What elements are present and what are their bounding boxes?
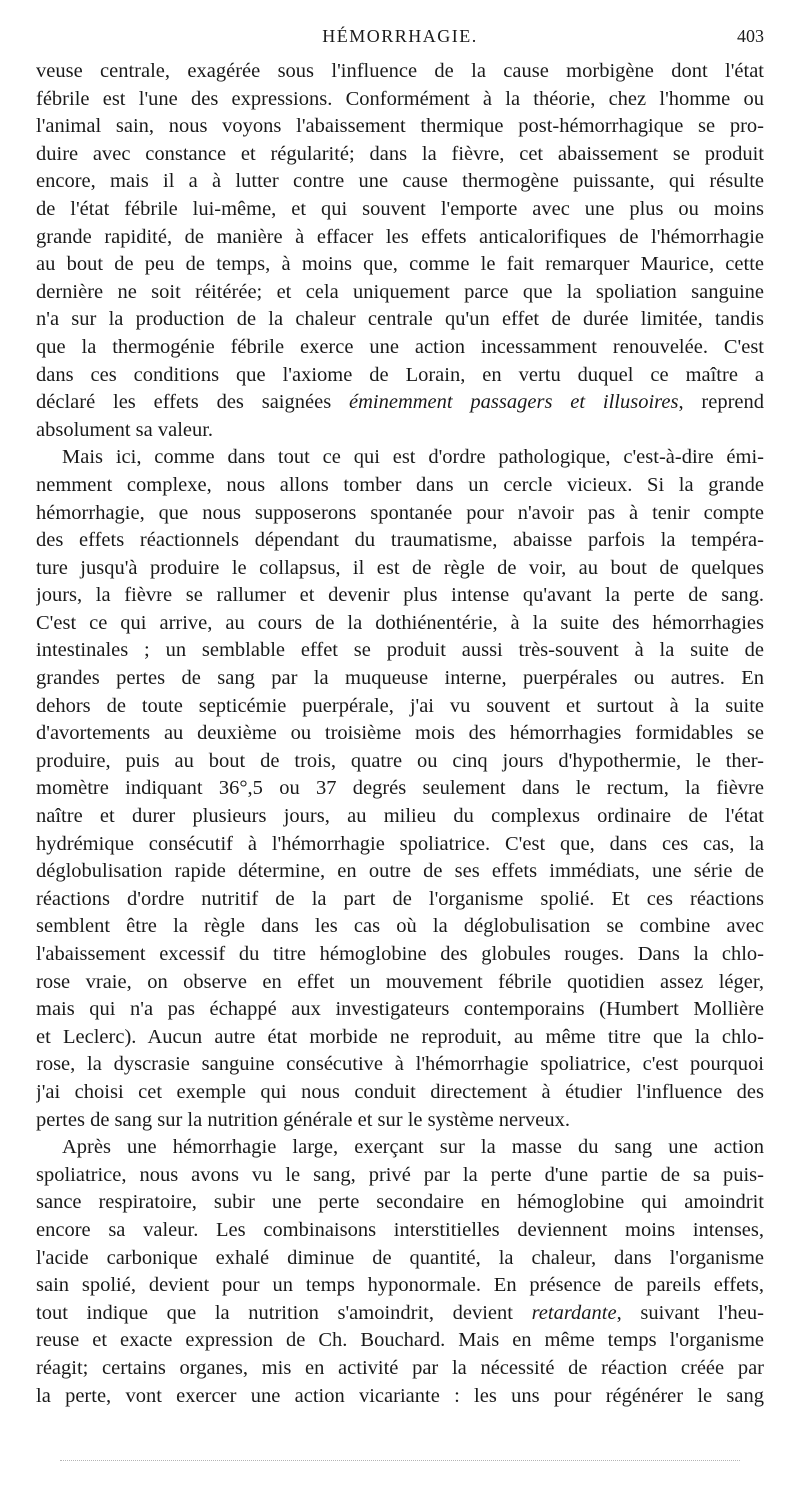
text-line: de l'état fébrile lui-même, et qui souvent l'emporte avec une plus ou moins	[36, 197, 764, 220]
italic-term: retardante	[531, 1301, 617, 1324]
text-line: hémorrhagie, que nous supposerons spontanée pour n'avoir pas à tenir compte	[36, 501, 764, 524]
book-page	[36, 26, 764, 1410]
text-line: Après une hémorrhagie large, exerçant sur la masse du sang une action	[62, 1136, 764, 1159]
text-line: que la thermogénie fébrile exerce une action incessamment renouvelée. C'est	[36, 335, 764, 358]
text-line: encore sa valeur. Les combinaisons interstitielles deviennent moins intenses,	[36, 1218, 764, 1241]
text-line: déglobulisation rapide détermine, en outre de ses effets immédiats, une série de	[36, 860, 764, 883]
paragraph-2	[36, 444, 764, 1134]
text-line: et Leclerc). Aucun autre état morbide ne reproduit, au même titre que la chlo-	[36, 1025, 764, 1048]
text-run: tout indique que la nutrition s'amoindrit, devient	[36, 1301, 532, 1324]
text-line: Mais ici, comme dans tout ce qui est d'ordre pathologique, c'est-à-dire émi-	[62, 446, 764, 469]
text-line: C'est ce qui arrive, au cours de la dothiénentérie, à la suite des hémorrhagies	[36, 611, 764, 634]
text-run: , reprend	[678, 391, 764, 414]
text-line: intestinales ; un semblable effet se produit aussi très-souvent à la suite de	[36, 639, 764, 662]
text-line: mais qui n'a pas échappé aux investigateurs contemporains (Humbert Mollière	[36, 998, 764, 1021]
text-line: j'ai choisi cet exemple qui nous conduit directement à étudier l'influence des	[36, 1080, 764, 1103]
text-line: au bout de peu de temps, à moins que, comme le fait remarquer Maurice, cette	[36, 253, 764, 276]
text-line: dernière ne soit réitérée; et cela uniquement parce que la spoliation sanguine	[36, 280, 764, 303]
text-line: rose vraie, on observe en effet un mouvement fébrile quotidien assez léger,	[36, 970, 764, 993]
text-line: l'abaissement excessif du titre hémoglobine des globules rouges. Dans la chlo-	[36, 943, 764, 965]
text-line: la perte, vont exercer une action vicariante : les uns pour régénérer le sang	[36, 1384, 764, 1407]
text-line: n'a sur la production de la chaleur centrale qu'un effet de durée limitée, tandis	[36, 308, 764, 331]
text-line: jours, la fièvre se rallumer et devenir plus intense qu'avant la perte de sang.	[36, 584, 764, 607]
text-line: l'acide carbonique exhalé diminue de quantité, la chaleur, dans l'organisme	[36, 1246, 764, 1269]
page-header	[36, 26, 764, 58]
text-line: absolument sa valeur.	[36, 418, 214, 441]
text-run: déclaré les effets des saignées	[36, 391, 349, 414]
text-line: momètre indiquant 36°,5 ou 37 degrés seulement dans le rectum, la fièvre	[36, 777, 764, 800]
text-line: spoliatrice, nous avons vu le sang, privé par la perte d'une partie de sa puis-	[36, 1163, 764, 1186]
text-line: réagit; certains organes, mis en activité par la nécessité de réaction créée par	[36, 1356, 764, 1379]
text-line: sain spolié, devient pour un temps hyponormale. En présence de pareils effets,	[36, 1274, 764, 1297]
body-text	[36, 58, 764, 1410]
text-line: encore, mais il a à lutter contre une cause thermogène puissante, qui résulte	[36, 170, 764, 193]
paragraph-3	[36, 1134, 764, 1410]
text-line: duire avec constance et régularité; dans la fièvre, cet abaissement se produit	[36, 142, 764, 165]
text-line: ture jusqu'à produire le collapsus, il est de règle de voir, au bout de quelques	[36, 556, 764, 579]
text-line: l'animal sain, nous voyons l'abaissement thermique post-hémorrhagique se pro-	[36, 115, 764, 138]
text-line: hydrémique consécutif à l'hémorrhagie spoliatrice. C'est que, dans ces cas, la	[36, 832, 764, 855]
footer-dotted-rule	[60, 1460, 740, 1461]
text-line: veuse centrale, exagérée sous l'influence de la cause morbigène dont l'état	[36, 60, 764, 82]
text-line: nemment complexe, nous allons tomber dans un cercle vicieux. Si la grande	[36, 473, 764, 496]
text-line: dans ces conditions que l'axiome de Lorain, en vertu duquel ce maître a	[36, 363, 764, 386]
text-line	[36, 389, 764, 417]
text-line: reuse et exacte expression de Ch. Bouchard. Mais en même temps l'organisme	[36, 1329, 764, 1352]
text-line: pertes de sang sur la nutrition générale et sur le système nerveux.	[36, 1108, 570, 1131]
text-line: d'avortements au deuxième ou troisième mois des hémorrhagies formidables se	[36, 722, 764, 745]
text-line: rose, la dyscrasie sanguine consécutive à l'hémorrhagie spoliatrice, c'est pourquoi	[36, 1053, 764, 1076]
text-line	[36, 1300, 764, 1328]
page-number: 403	[737, 26, 764, 46]
text-line: dehors de toute septicémie puerpérale, j'ai vu souvent et surtout à la suite	[36, 694, 764, 717]
text-line: des effets réactionnels dépendant du traumatisme, abaisse parfois la tempéra-	[36, 529, 764, 552]
text-line: fébrile est l'une des expressions. Conformément à la théorie, chez l'homme ou	[36, 87, 764, 110]
italic-quote: éminemment passagers et illusoires	[349, 391, 679, 414]
running-title: HÉMORRHAGIE.	[322, 26, 478, 46]
text-line: réactions d'ordre nutritif de la part de l'organisme spolié. Et ces réactions	[36, 887, 764, 910]
text-line: naître et durer plusieurs jours, au milieu du complexus ordinaire de l'état	[36, 805, 764, 828]
text-line: grandes pertes de sang par la muqueuse interne, puerpérales ou autres. En	[36, 667, 764, 690]
text-line: grande rapidité, de manière à effacer les effets anticalorifiques de l'hémorrhagie	[36, 225, 764, 248]
text-line: sance respiratoire, subir une perte secondaire en hémoglobine qui amoindrit	[36, 1191, 764, 1214]
text-run: , suivant l'heu-	[616, 1301, 764, 1324]
paragraph-1	[36, 58, 764, 444]
text-line: semblent être la règle dans les cas où la déglobulisation se combine avec	[36, 915, 764, 938]
text-line: produire, puis au bout de trois, quatre ou cinq jours d'hypothermie, le ther-	[36, 749, 764, 772]
